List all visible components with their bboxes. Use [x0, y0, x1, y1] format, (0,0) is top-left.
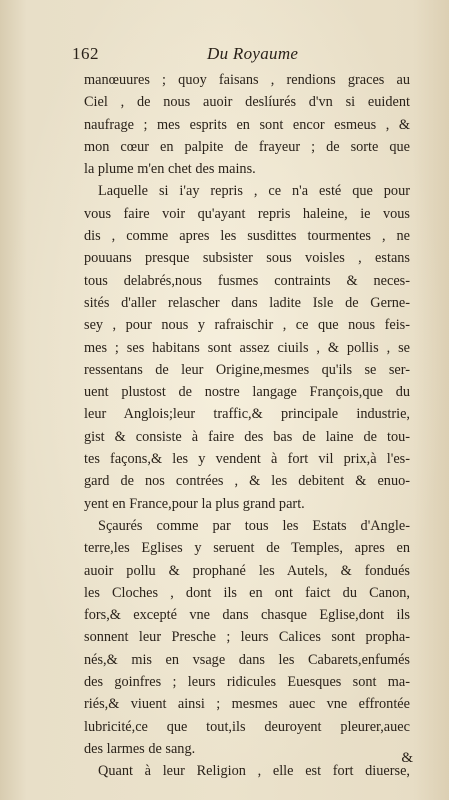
text-line: nés,& mis en vsage dans les Cabarets,enfumés — [84, 651, 410, 668]
text-line: fors,& excepté vne dans chasque Eglise,dont ils — [84, 607, 410, 624]
text-line: la plume m'en chet des mains. — [84, 161, 256, 178]
text-line: sonnent leur Presche ; leurs Calices sont propha- — [84, 629, 410, 646]
text-line: les Cloches , dont ils en ont faict du Canon, — [84, 584, 410, 601]
text-line: Sçaurés comme par tous les Estats d'Angle- — [98, 517, 410, 534]
text-line: riés,& viuent ainsi ; mesmes auec vne effrontée — [84, 696, 410, 713]
page-number: 162 — [72, 44, 99, 63]
text-line: mon cœur en palpite de frayeur ; de sorte que — [84, 138, 410, 155]
text-line: yent en France,pour la plus grand part. — [84, 495, 305, 512]
text-line: mes ; ses habitans sont assez ciuils , & pollis , se — [84, 339, 410, 356]
text-line: tes façons,& les y vendent à fort vil prix,à l'es- — [84, 451, 410, 468]
text-line: des larmes de sang. — [84, 740, 196, 757]
text-line: Laquelle si i'ay repris , ce n'a esté que pour — [98, 183, 410, 200]
text-line: leur Anglois;leur traffic,& principale industrie, — [84, 406, 410, 423]
text-line: naufrage ; mes esprits en sont encor esmeus , & — [84, 116, 410, 133]
text-line: gard de nos contrées , & les debitent & enuo- — [84, 473, 410, 490]
text-line: dis , comme apres les susdittes tourmentes , ne — [84, 228, 410, 245]
catchword: & — [401, 750, 413, 766]
text-line: sey , pour nous y rafraischir , ce que nous feis- — [84, 317, 410, 334]
text-line: terre,les Eglises y seruent de Temples, apres en — [84, 540, 410, 557]
text-line: des goinfres ; leurs ridicules Euesques sont ma- — [84, 674, 410, 691]
text-line: ressentans de leur Origine,mesmes qu'ils se ser- — [84, 361, 410, 378]
running-head: Du Royaume — [207, 44, 299, 63]
body-text — [84, 69, 410, 783]
text-line: vous faire voir qu'ayant repris haleine, ie vous — [84, 205, 410, 222]
text-line: tous delabrés,nous fusmes contraints & neces- — [84, 272, 410, 289]
text-line: lubricité,ce que tout,ils deuroyent pleurer,auec — [84, 718, 410, 735]
text-line: Ciel , de nous auoir deslíurés d'vn si euident — [84, 94, 410, 111]
text-line: sités d'aller relascher dans ladite Isle de Gerne- — [84, 294, 410, 311]
text-line: gist & consiste à faire des bas de laine de tou- — [84, 428, 410, 445]
text-line: Quant à leur Religion , elle est fort diuerse, — [98, 763, 410, 780]
text-line: uent plustost de nostre langage François,que du — [84, 384, 410, 401]
text-line: pouuans presque subsister sous voisles , estans — [84, 250, 410, 267]
page-header — [72, 44, 397, 66]
text-line: auoir pollu & prophané les Autels, & fondués — [84, 562, 410, 579]
text-line: manœuures ; quoy faisans , rendions graces au — [84, 72, 410, 88]
